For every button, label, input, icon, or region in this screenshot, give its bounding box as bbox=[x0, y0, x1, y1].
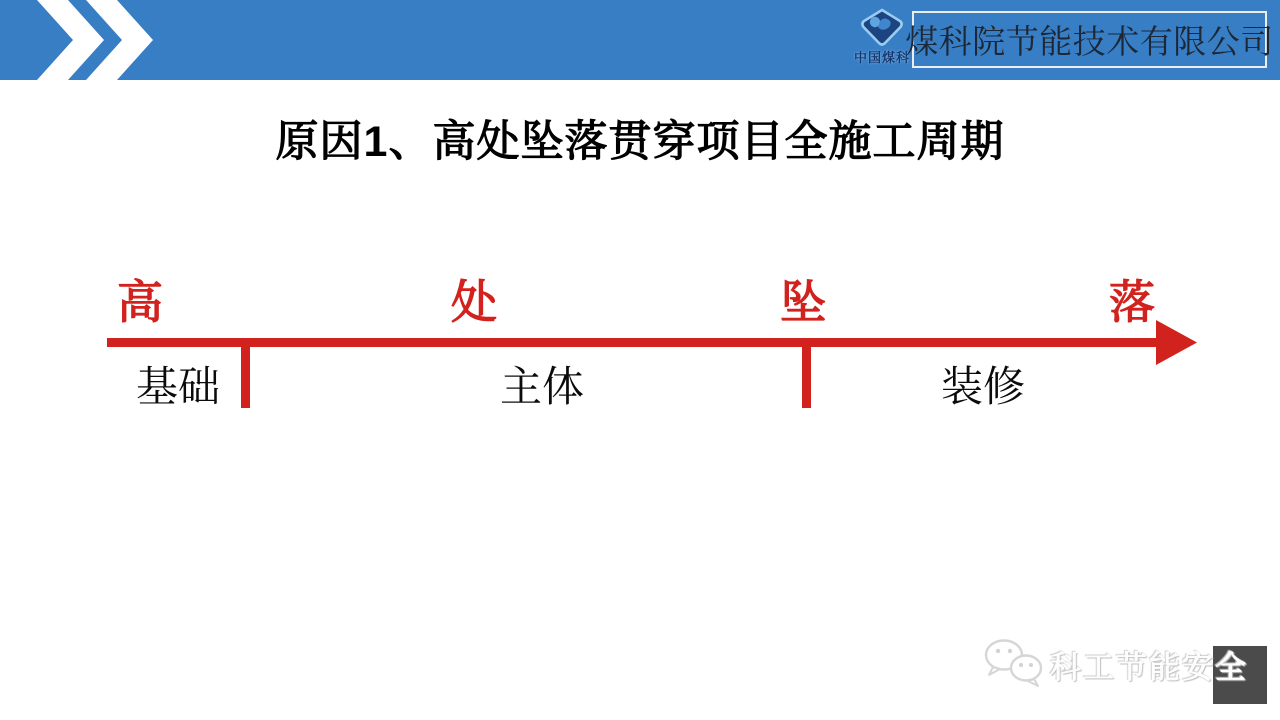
watermark-text: 科工节能安全 bbox=[1050, 650, 1248, 685]
timeline-char-gao: 高 bbox=[117, 276, 163, 328]
company-name-text: 煤科院节能技术有限公司 bbox=[905, 23, 1274, 60]
company-logo-text: 中国煤科 bbox=[853, 50, 910, 65]
timeline-char-chu: 处 bbox=[451, 276, 497, 328]
wechat-icon bbox=[980, 636, 1048, 690]
timeline-char-zhui: 坠 bbox=[780, 276, 826, 328]
timeline-segment-structure: 主体 bbox=[500, 363, 585, 410]
timeline-char-luo: 落 bbox=[1109, 276, 1155, 328]
timeline-tick-2 bbox=[802, 338, 811, 408]
slide-title: 原因1、高处坠落贯穿项目全施工周期 bbox=[275, 118, 1005, 166]
timeline-tick-1 bbox=[241, 338, 250, 408]
timeline-segment-foundation: 基础 bbox=[136, 363, 221, 410]
timeline-segment-decoration: 装修 bbox=[941, 363, 1026, 410]
